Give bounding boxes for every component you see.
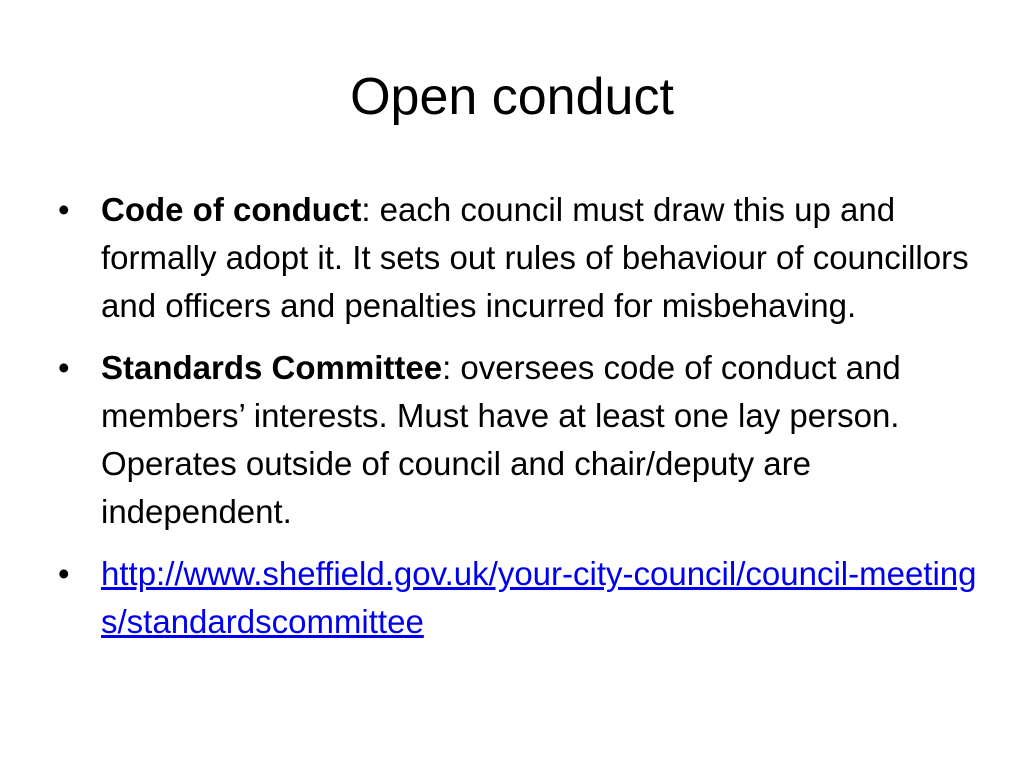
bullet-text: : oversees code of conduct and members’ interests. Must have at least one lay person. Operates outside of council and chair/deputy are independent. — [101, 349, 901, 530]
bullet-code-of-conduct — [58, 186, 978, 330]
bullet-standards-committee — [58, 344, 978, 536]
bullet-dot-icon: • — [58, 349, 70, 386]
bullet-term: Standards Committee — [101, 349, 443, 386]
bullet-dot-icon: • — [58, 555, 70, 592]
bullet-dot-icon: • — [58, 191, 70, 228]
bullet-link — [58, 550, 978, 646]
bullet-term: Code of conduct — [101, 191, 362, 228]
standards-committee-link[interactable]: http://www.sheffield.gov.uk/your-city-council/council-meetings/standardscommittee — [101, 555, 977, 640]
bullet-list — [58, 186, 978, 660]
bullet-text: : each council must draw this up and formally adopt it. It sets out rules of behaviour of councillors and officers and penalties incurred for misbehaving. — [101, 191, 969, 324]
slide-title: Open conduct — [350, 68, 674, 126]
